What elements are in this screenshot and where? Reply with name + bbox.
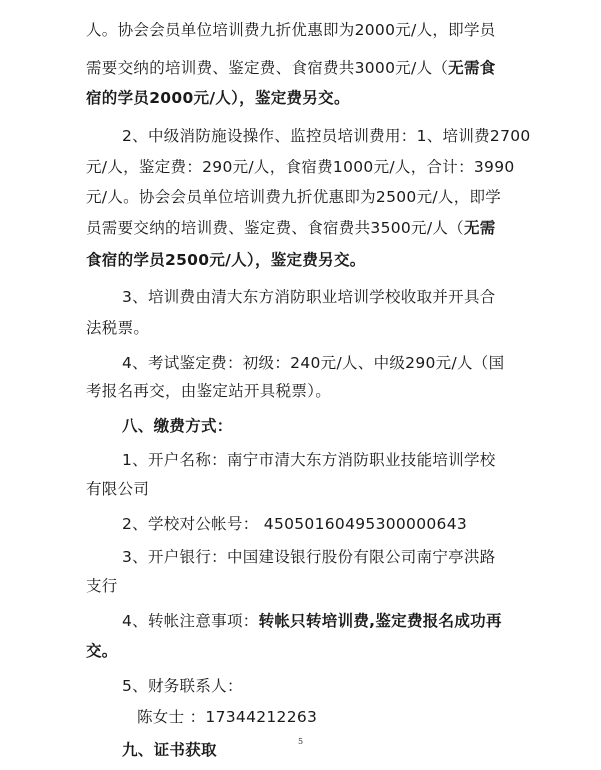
text-segment: 食宿的学员2500元/人），鉴定费另交。 (86, 251, 366, 269)
text-segment: 1、开户名称：南宁市清大东方消防职业技能培训学校 (122, 451, 496, 469)
text-segment: 3、培训费由清大东方消防职业培训学校收取并开具合 (122, 288, 496, 306)
text-segment: 5、财务联系人： (122, 677, 243, 695)
text-segment: 陈女士 ：17344212263 (137, 708, 318, 726)
text-line (0, 547, 601, 567)
text-line (0, 416, 601, 436)
text-line (0, 20, 601, 40)
text-line (0, 88, 601, 108)
text-segment: 考报名再交，由鉴定站开具税票）。 (86, 382, 332, 400)
text-segment: 2、学校对公帐号： 45050160495300000643 (122, 515, 468, 533)
text-line (0, 157, 601, 177)
text-line (0, 381, 601, 401)
text-line (0, 641, 601, 661)
page-number: 5 (297, 737, 304, 746)
text-line (0, 287, 601, 307)
text-segment: 有限公司 (86, 480, 150, 498)
text-segment: 4、考试鉴定费：初级：240元/人、中级290元/人（国 (122, 354, 505, 372)
text-line (0, 187, 601, 207)
text-segment: 员需要交纳的培训费、鉴定费、食宿费共3500元/人（ (86, 219, 464, 237)
text-segment: 需要交纳的培训费、鉴定费、食宿费共3000元/人（ (86, 59, 449, 77)
text-line (0, 576, 601, 596)
text-segment: 2、中级消防施设操作、监控员培训费用：1、培训费2700 (122, 127, 531, 145)
text-line (0, 514, 601, 534)
text-line (0, 353, 601, 373)
text-segment: 转帐只转培训费,鉴定费报名成功再 (258, 612, 502, 630)
text-line (0, 450, 601, 470)
text-segment: 八、缴费方式： (122, 417, 233, 435)
text-segment: 元/人。协会会员单位培训费九折优惠即为2500元/人，即学 (86, 188, 502, 206)
text-segment: 无需食 (448, 59, 496, 77)
text-segment: 4、转帐注意事项： (122, 612, 259, 630)
text-line (0, 676, 601, 696)
text-segment: 元/人，鉴定费：290元/人，食宿费1000元/人，合计：3990 (86, 158, 515, 176)
text-line (0, 611, 601, 631)
text-line (0, 58, 601, 78)
text-line (0, 218, 601, 238)
text-segment: 3、开户银行：中国建设银行股份有限公司南宁亭洪路 (122, 548, 496, 566)
text-segment: 法税票。 (86, 319, 150, 337)
text-segment: 九、证书获取 (122, 741, 217, 759)
text-segment: 支行 (86, 577, 118, 595)
text-segment: 人。协会会员单位培训费九折优惠即为2000元/人，即学员 (86, 21, 496, 39)
text-line (0, 318, 601, 338)
text-line (0, 479, 601, 499)
text-segment: 交。 (86, 642, 118, 660)
text-line (0, 126, 601, 146)
text-line (0, 250, 601, 270)
text-segment: 宿的学员2000元/人），鉴定费另交。 (86, 89, 350, 107)
text-segment: 无需 (463, 219, 496, 237)
text-line (0, 707, 601, 727)
